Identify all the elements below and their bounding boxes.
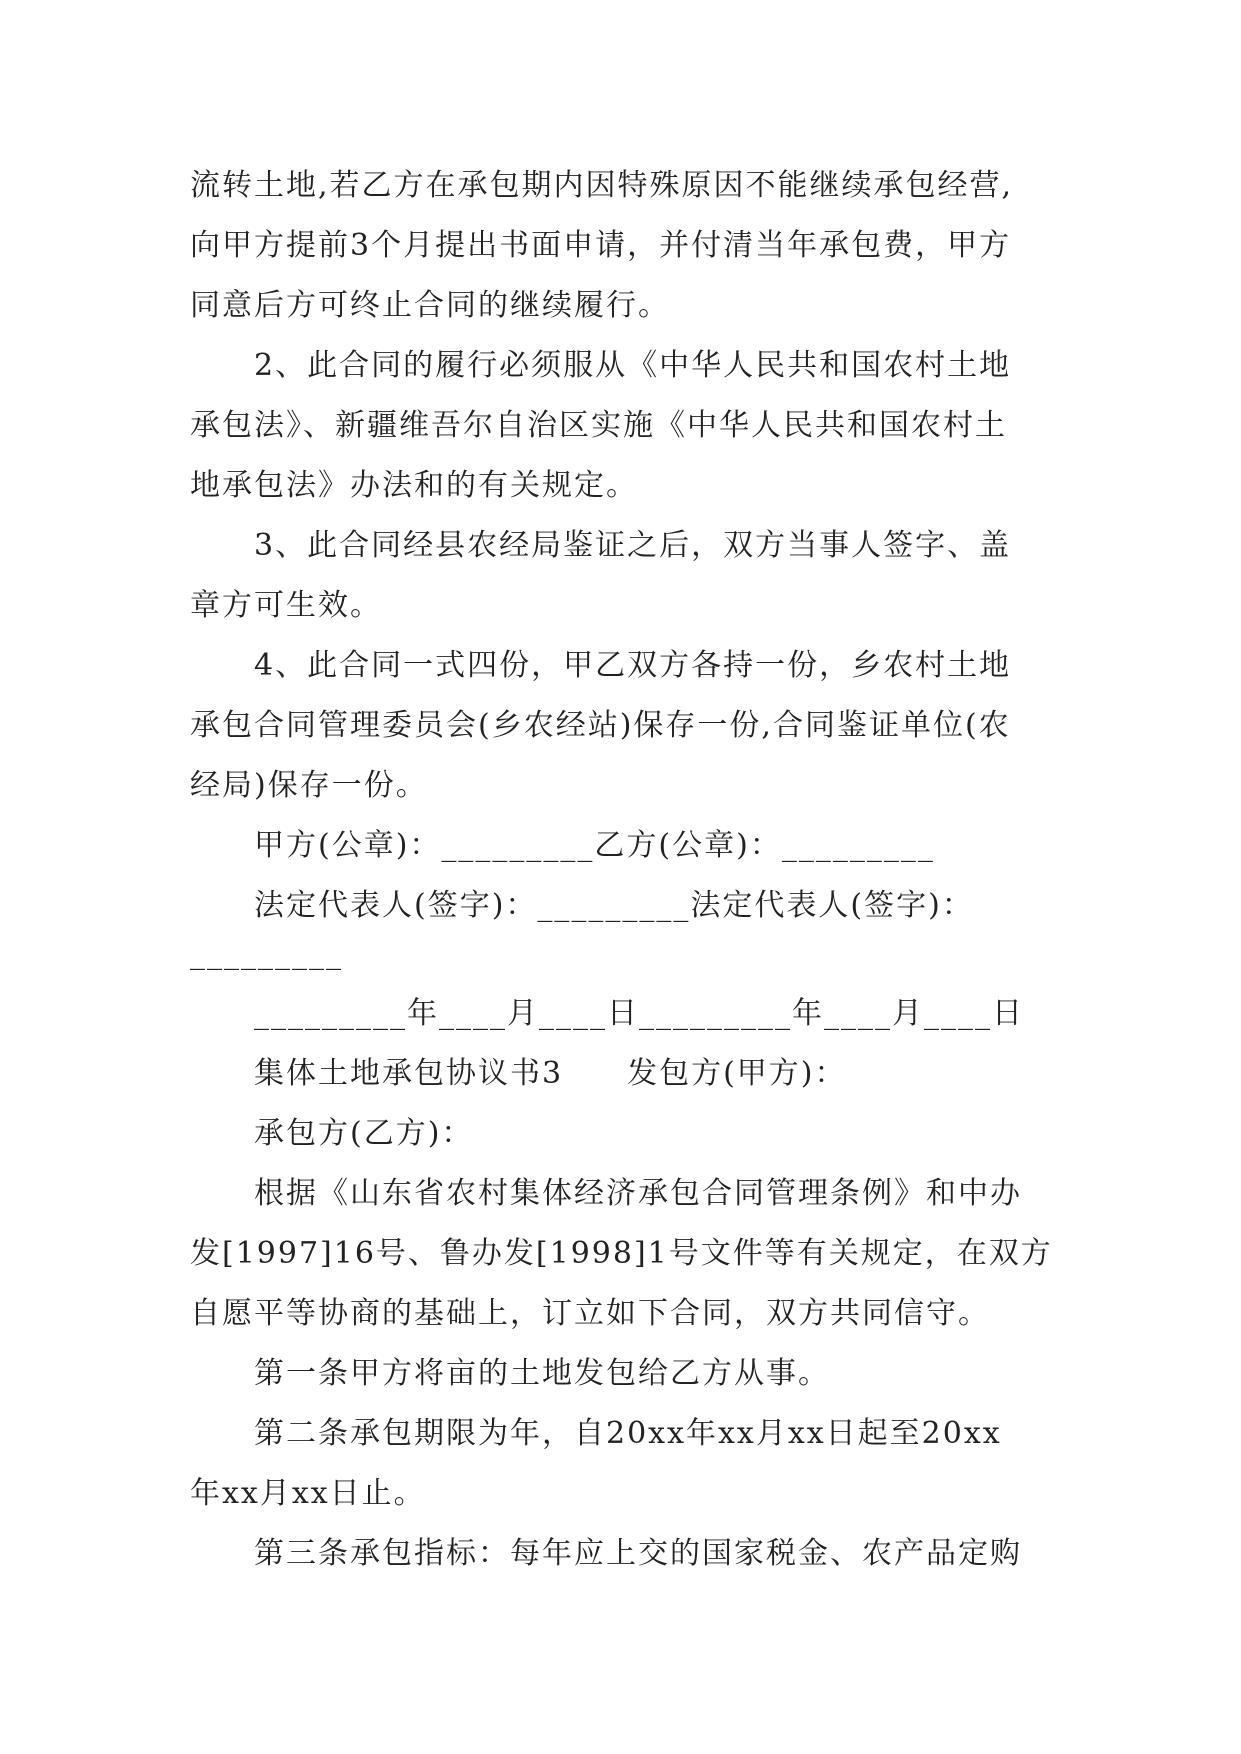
paragraph-line: 自愿平等协商的基础上，订立如下合同，双方共同信守。 [190,1296,990,1331]
date-line: _________年____月____日_________年____月____日 [254,996,1024,1031]
paragraph-line: 流转土地,若乙方在承包期内因特殊原因不能继续承包经营, [190,168,1014,203]
paragraph-line: 章方可生效。 [190,588,382,623]
paragraph-line: 年xx月xx日止。 [190,1476,426,1511]
contractor-line: 承包方(乙方)： [254,1116,474,1151]
clause-3-line: 3、此合同经县农经局鉴证之后，双方当事人签字、盖 [254,528,1012,563]
article-2-line: 第二条承包期限为年，自20xx年xx月xx日起至20xx [254,1416,1002,1451]
paragraph-line: 承包合同管理委员会(乡农经站)保存一份,合同鉴证单位(农 [190,708,1011,743]
clause-2-line: 2、此合同的履行必须服从《中华人民共和国农村土地 [254,348,1012,383]
paragraph-line: 地承包法》办法和的有关规定。 [190,468,638,503]
clause-4-line: 4、此合同一式四份，甲乙双方各持一份，乡农村土地 [254,648,1012,683]
paragraph-line: 同意后方可终止合同的继续履行。 [190,288,670,323]
article-1-line: 第一条甲方将亩的土地发包给乙方从事。 [254,1356,830,1391]
article-3-line: 第三条承包指标：每年应上交的国家税金、农产品定购 [254,1536,1022,1571]
paragraph-line: 经局)保存一份。 [190,768,428,803]
paragraph-line: 根据《山东省农村集体经济承包合同管理条例》和中办 [254,1176,1022,1211]
paragraph-line: 向甲方提前3个月提出书面申请，并付清当年承包费，甲方 [190,228,1012,263]
party-seal-line: 甲方(公章)：_________乙方(公章)：_________ [254,828,935,863]
paragraph-line: 承包法》、新疆维吾尔自治区实施《中华人民共和国农村土 [190,408,1007,443]
paragraph-line: 发[1997]16号、鲁办发[1998]1号文件等有关规定，在双方 [190,1236,1053,1271]
agreement-title-line: 集体土地承包协议书3 发包方(甲方)： [254,1056,847,1091]
signature-blank: _________ [190,936,343,971]
representative-signature-line: 法定代表人(签字)：_________法定代表人(签字)： [254,888,974,923]
